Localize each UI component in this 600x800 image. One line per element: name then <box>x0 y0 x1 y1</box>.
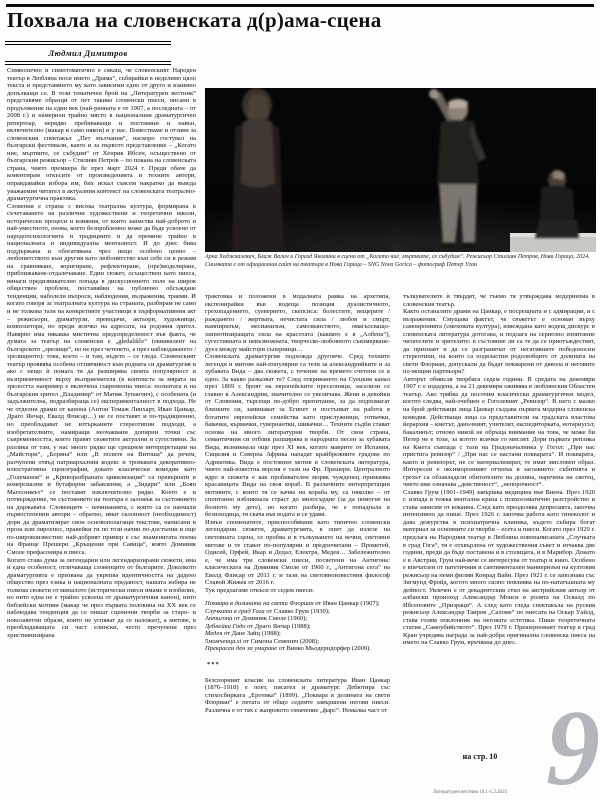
stage-photo <box>205 88 596 252</box>
section-separator: *** <box>207 660 220 668</box>
middle-column <box>205 293 390 796</box>
paragraph: Символично и симптоматично е сякаш, че словенският Народен театър в Любляна носи името „Драма“, събирайки в неделимо цяло текста и представянето му като зависими едно от друго и взаимно допълващи се. В този тематичен брой на „Литературен вестник“ представяме образци от пет такива словенски пиеси, писани в продължение на един век (най-ранната е от 1907, а последната – от 2008 г.) и намерили трайно място в националния драматургичен репертоар, нерядко пребиваващи и поставяни и навън, включително (макар и само някои) и у нас. Поместваме и отзиви за словенския спектакъл „Пет мълчания“, наскоро гостувал на български фестивали, както и за първото представление – „Когато ние, мъртвите, се събудим“ от Хенрик Ибсен, осъществено от българския режисьор – Стилиян Петров – по покана на словенската страна, чиято премиера бе през март 2024 г. Преди обаче да коментирам откъсите от произведенията и техните автори, оправдавайки избора им, бих искал съвсем накратко да въведа уважаемия читател в актуалния контекст на словенската театрално-драматургична практика. <box>7 67 196 203</box>
play-list-item: Медея от Дане Зайц (1988); <box>205 630 281 638</box>
photo-block <box>205 88 596 269</box>
byline-rule-bottom <box>5 61 171 62</box>
byline-rule-top <box>5 41 171 42</box>
play-list-item: Поквара в долината на свети Флориан от Иван Цанкар (1907); <box>205 600 380 608</box>
paragraph: Когато става дума за легендарни или легендаризирани сюжети, има и една особеност, отличаваща словенците от българите. Доколкото драматургията е призвана да укрепва идентичността на дадено общество през езика и националната преданост, нашата избира не толкова сюжети от миналото (исторически пиеси имаме в изобилие, но нито една не е трайно усвоена от драматургичния канон), нито библейски мотиви (макар че през първата половина на XX век се наблюдава тенденция да се пишат сценични творби за старо- и новозаветни образи, които не успяват да се наложат), а митове, в преобладаващата си част елински, често пречупени през християнизирана <box>7 556 196 639</box>
paragraph: Словения е страна с висока театрална култура, формирана в съчетаването на различни художествени и теоретични школи, исторически процеси и влияния, от които заимства най-доброто и най-уместното, онова, което безпроблемно може да бъде усвоено от народопсихологията и традициите и да премине трайно в националната и индивидуална менталност. И до днес бива поддържана и обогатявана чрез нещо особено ценно – любопитството към другия като любопитство към себе си в режим на сравняване, коригиране, рефлектиране, (пре)моделиране, приближаване-отдалечаване. Един сюжет, осъществен като пиеса, винаги предизвикателно попада в дискусионното поле на широк обществен проблем, поставяйки на публично обсъждане тенденции, наболели въпроси, наблюдения, възражения, травми. И когато говоря за театралната култура на страната, разбирам не само и не толкова тази на конкретните участници в пърформативния акт – режисьори, драматурзи, преводачи, актьори, художници, композитори, но преди всичко на адресата, на родовия зрител. Навярно има някаква мистична предопределеност във факта, че думата за театър на словенски е „gledališče“ (еквивалент на българското „зрелище“, но не през четенето, а през наблюдаването / зрелищното): това, което – и там, където – се гледа. Словенският театър проявява особена отзивчивост към родната си драматургия и ако с нещо ѝ помага тя да разширява своята популярност и възприемчивост върху възприемателя (в контекста за мярата на зрелостта например е включена съвременна пиеса: познатата и на българския зрител „Владимир“ от Матяж Зупанчич), с особената (и задължителна, подразбираща се) експерименталност в подхода. Не че отделни драми от канона (Антон Томаж Линхарт, Иван Цанкар, Драго Янчар, Евалд Флисар…) не се поставят и по-традиционно, но преобладават не изтърканите стереотипни подходи, а изобретателните, намиращи неочаквани допирни точки със съвременността, които правят сюжетите актуални и сугестивни. За разлика от там, у нас много рядко ще срещнем интерпретации на „Майстори“, „Боряна“ или „В полите на Витоша“ да речем, разчупени отвъд патриархалния кодекс и тромавата декоративно-илюстративна сценография, докато класически комедии като „Големанов“ и „Криворазбраната цивилизация“ са превърнати в комерсиални и бутафорни забавления, а „Зидари“ или „Боян Магесникът“ се поставят изключително рядко. Което е и потвърждение, че състоянието на театъра е заложък за състоянието на държавата. Словенците – начинанията, с които са се наемали първостепенни автори – обратно, имат склонност (необходимост) дори да драматизират свои основополагащи текстове, написани в проза или лироепос, правейки ги по този начин по-достъпни и още по-широкоизвестни: най-добрият пример е със знаменитата поема на Франце Прешерн „Кръщение при Савица“, която Доминик Смоле префасонира в пиеса. <box>7 202 196 556</box>
play-list-item: Случката в град Гога от Славко Грум (1930); <box>205 607 330 615</box>
byline-box <box>5 41 171 66</box>
right-column <box>403 293 595 745</box>
play-list-item: Антигона от Доминик Смоле (1960); <box>205 615 308 623</box>
photo-caption: Арна Хаджиалевич, Блаж Валич и Горазд Якомини в сцена от „Когато ние, мъртвите, се събудим“. Режисьор Стилиян Петров, Нова Горица, 2024. Снимката е от официалния сайт на театъра в Нова Горица – SNG Nova Gorica – фотограф Петер Уган <box>205 254 590 268</box>
page-number: 9 <box>546 689 600 800</box>
plays-list <box>205 600 390 653</box>
paragraph: Както останалите драми на Цанкар, е посрещната и с адмирации, и с възражения. Смущава фактът, че сюжетът е основан върху самоиронията (смеховата култура), извеждана като водещ дискурс в словенската литература дотогава, и подлага на сериозно изпитание читателите и зрителите: в състояние ли са те да се приотъждествят, да признаят и да се разграничат от негативните победоносни стереотипи, на които са подвластни родолюбците от долината на свети Флориан, допускали да бъдат покварени от дявола и неговите по-мощни партньори? <box>403 308 595 376</box>
article-headline: Похвала на словенската д(р)ама-сцена <box>7 8 382 32</box>
continuation-note: на стр. 10 <box>462 752 498 761</box>
paragraph: Словенската драматургия подхожда другояче. Сред техните легенди и митове най-популярни са тези за александрийките и за хубавата Вида – два сюжета, с течение на времето счетени се в едно. За какво разказват те? След откриването на Суецкия канал през 1869 г. броят на европейските преселници, заселили се главно в Александрия, значително се увеличава. Жени и девойки от Словения, търсещи по-добро препитание, за да подпомагат близките си, заминават за Египет и постъпват на работа в богатите европейски семейства като прислужници, готвачки, бавачки, кърмачки, гувернантки, шивачки… Техните съдби стават основа на много литературни творби. От своя страна, семантичния си отблик разширява и народната песен за хубавата Вида, възникнала още през XI век, когато маврите от Испания, Сицилия и Северна Африка нападат крайбрежните градове по Адриатика. Вида е постоянен мотив в словенската литература, чиято най-известна версия е тази на Фр. Прешерн. Централното ядро в сюжета е как пробивателен моряк чужденец примамва красавицата Вида на своя кораб. В различните интерпретации мотивите, с които тя се качва на кораба му, са няколко – от спонтанно избликнала страст до милосърдие (за да помогне на болното му дете), но когато разбира, че е попаднала в безизходица, тя скача във водата и се удавя. <box>205 353 390 519</box>
paragraph: Авторът обмисля творбата седем години. В средата на декември 1907 г. е издадена, а на 21 декември оживява в люблянския Областен театър. Ако трябва да посочим класически драматургичен модел, когото следва, най-очебиен е Гоголевият „Ревизор“. В него с малко на брой действащи лица Цанкар създава първата модерна словенска комедия. Действащи лица са представители на градската властова йерархия – кметът, данъчният, учителят, експедиторката, нотариусът, бакалинът; отново никой не обръща внимание на това, че може би Петер не е този, за когото всички го мислят. Дори първата реплика на Кмета съвпада с тази на Градоначалника у Гогол: „При нас пристига ревизор“ / „При нас се настани покварата“. И покварата, както и ревизорът, не се материализират, те имат мисловен образ. Интересен е оксиморонният оттенък в заглавието: събитията и грехът са обзавладели обитателите на долина, наречена на светец, чието име означава „девственост“, „непорочност“. <box>403 375 595 489</box>
paragraph: тълкувателите ѝ твърдят, че тъкмо тя утвърждава модернизма в словенския театър. <box>403 293 595 308</box>
masthead-rule <box>6 4 594 7</box>
paragraph: трактовка и положени в модалната рамка на архетипа, експонирайки във водеща позиция дуалистичното, грехопадението, суеверието, скепсиса: болестите, вещерите / раждането / жертвата, нечистата сила / любов и смърт, вампиризъм, месианизъм, самозванството, омагьосващо-хипнотизиращата сила на красотата (каквато е в „Албена“), сугестивната и невъзможната, творческо-любовното съизмерване-дуел между майстори съперници… <box>205 293 390 353</box>
paragraph: Тук предлагаме откъси от седем пиеси: <box>205 586 314 594</box>
paragraph: Безспорният класик на словенската литература Иван Цанкар (1876–1918) е поет, писател и драматург. Дебютира със стихосбирката „Еротика“ (1899). „Поквара в долината на свети Флориан“ е петата от общо седемте завършени негови пиеси. Различна е от тях с жанровото означение „фарс“. Немалка част от <box>205 676 390 714</box>
play-list-item: 5момченца.si от Симона Семенич (2008); <box>205 637 320 645</box>
paragraph: Славко Грум (1901–1949) завършва медицина във Виена. През 1920 г. изпада в тежка ментална криза с психосоматично разстройство и става зависим от кокаина. След като преодолява депресията, започва интензивно да пише. През 1926 г. започва работа като гинеколог и дава дежурства в психиатрична клиника, където събира богат материал за основните си творби – есета и пиеси. Когато през 1929 г. предлага на Народния театър в Любляна новонаписаната „Случката в град Гога“, тя е отхвърлена от художествения съвет и изчаква две години, преди да бъде поставена и в столицата, и в Марибор. Докато е в Австрия, Грум най-вече се интересува от театър и кино. Особено е впечатлен от патетичния и сантиментален маниеризъм на култовия режисьор на неми филми Конрад Вайн. През 1921 г. се запознава със Зигмунд Фройд, когото много силно повлиява на по-нататъшната му дейност. Увлечен е от декадентския стил на австрийския актьор от албански произход Александър Моиси в ролята на Освалд по Ибсеновите „Призраци“. А след като гледа спектакъла на руския режисьор Александър Таиров „Саломе“ по пиесата на Оскар Уайлд, става голям поклонник на неговата естетика. Пише теоретичната статия „Самоубийството“. През 1979 г. Прешерновият театър в град Кран учредява награда за най-добра оригинална словенска пиеса на името на Славко Грум, връчвана до днес. <box>403 488 595 647</box>
author-name: Людмил Димитров <box>48 48 128 58</box>
paragraph: Извън споменатите, приспособявани като типично словенски легендарни сюжети, драматургията, в опит да излезе на световната сцена, се пробва и в тълкуването на вечни, световни митове и те стават по-популярни и предпочитани – Прометей, Одисей, Орфей, Икар и Дедал, Електра, Медея… Забележително е, че има три словенски пиеси, посветени на Антигона: класическата на Доминик Смоле от 1960 г., „Антигона сега“ на Евалд Флисар от 2011 г. и тази на световноизвестния философ Славой Жижек от 2016 г. <box>205 518 390 587</box>
left-column <box>7 67 196 795</box>
footer-credit: Литературен вестник 19.1-1.2.2025 <box>432 790 508 795</box>
byline-rule-bottom2 <box>5 64 171 65</box>
play-list-item: Прекрасен ден за умиране от Винко Мьодерндорфер (2009). <box>205 645 371 653</box>
play-list-item: Дебнейки Годо от Драго Янчар (1988); <box>205 622 311 630</box>
byline-rule-top2 <box>5 44 171 45</box>
